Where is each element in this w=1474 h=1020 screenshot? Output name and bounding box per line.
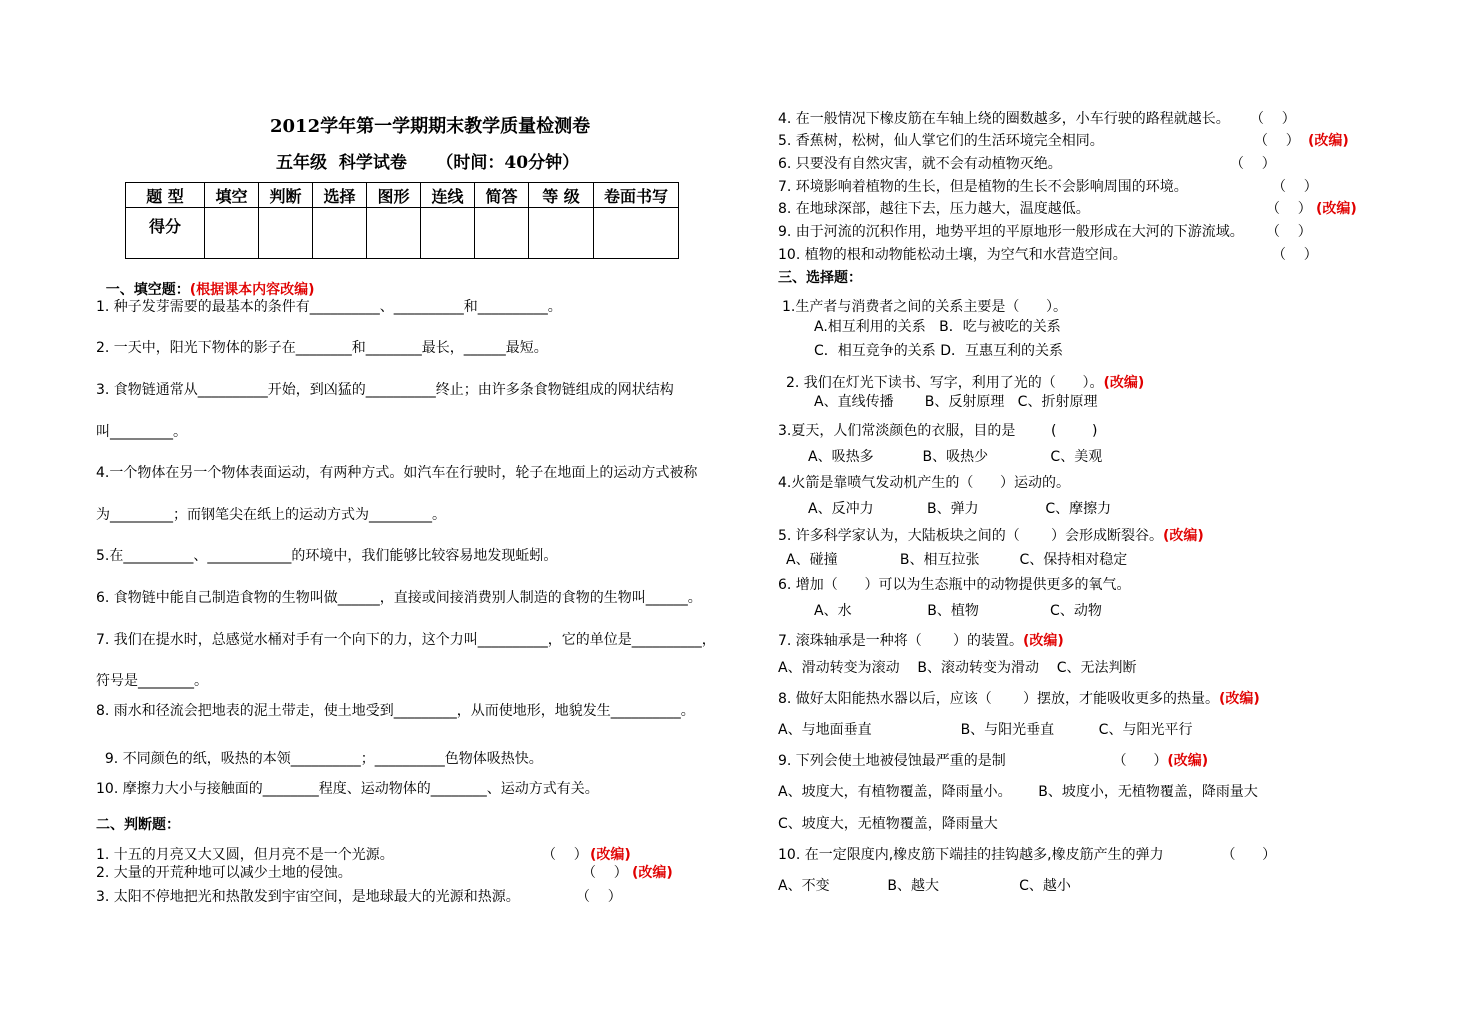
choice-question: 3.夏天，人们常淡颜色的衣服，目的是 ( )	[778, 423, 1098, 439]
judge-paren[interactable]: （ ）	[1266, 224, 1312, 240]
score-header-cell: 填空	[205, 183, 259, 208]
choice-question	[778, 690, 1260, 708]
choice-options[interactable]: A.相互利用的关系 B．吃与被吃的关系	[814, 319, 1061, 335]
score-table	[125, 182, 679, 259]
choice-options[interactable]: A、吸热多 B、吸热少 C、美观	[808, 449, 1103, 465]
choice-question-text: 8. 做好太阳能热水器以后，应该（ ）摆放，才能吸收更多的热量。	[778, 691, 1219, 707]
fill-line: 5.在__________、____________的环境中，我们能够比较容易地发现蚯蚓。	[96, 548, 558, 564]
judge-text: 5. 香蕉树，松树，仙人掌它们的生活环境完全相同。	[778, 133, 1104, 149]
score-input-cell[interactable]	[529, 208, 594, 259]
judge-paren[interactable]: （ ）	[1272, 247, 1318, 263]
fill-line: 叫_________。	[96, 424, 187, 440]
fill-line: 符号是________。	[96, 673, 208, 689]
judge-paren[interactable]: （ ）	[1266, 201, 1312, 217]
judge-paren[interactable]: （ ）	[1250, 111, 1296, 127]
judge-text: 6. 只要没有自然灾害，就不会有动植物灭绝。	[778, 156, 1062, 172]
score-header-cell: 图形	[367, 183, 421, 208]
choice-question: 4.火箭是靠喷气发动机产生的（ ）运动的。	[778, 475, 1071, 491]
section1-note: (根据课本内容改编)	[189, 282, 315, 298]
judge-paren[interactable]: （ ）	[542, 847, 588, 863]
score-header-cell: 题 型	[126, 183, 205, 208]
score-header-cell: 卷面书写	[594, 183, 679, 208]
choice-options[interactable]: A、坡度大，有植物覆盖，降雨量小。 B、坡度小，无植物覆盖，降雨量大	[778, 784, 1258, 800]
fill-line: 8. 雨水和径流会把地表的泥土带走，使土地受到_________，从而使地形，地貌发生__________。	[96, 703, 695, 719]
revised-mark: (改编)	[1162, 528, 1204, 544]
score-header-cell: 简答	[475, 183, 529, 208]
fill-line: 9. 不同颜色的纸，吸热的本领__________；__________色物体吸热快。	[96, 751, 543, 767]
section1-heading-text: 一、填空题：	[105, 282, 190, 298]
choice-question: 10. 在一定限度内,橡皮筋下端挂的挂钩越多,橡皮筋产生的弹力 （ ）	[778, 847, 1277, 863]
score-input-cell[interactable]	[421, 208, 475, 259]
choice-options[interactable]: A、碰撞 B、相互拉张 C、保持相对稳定	[786, 552, 1128, 568]
judge-paren[interactable]: （ ）	[1254, 133, 1300, 149]
choice-options[interactable]: A、滑动转变为滚动 B、滚动转变为滑动 C、无法判断	[778, 660, 1137, 676]
choice-options[interactable]: C．相互竞争的关系 D．互惠互利的关系	[814, 343, 1064, 359]
judge-text: 9. 由于河流的沉积作用，地势平坦的平原地形一般形成在大河的下游流域。	[778, 224, 1244, 240]
section3-heading: 三、选择题：	[778, 270, 862, 286]
score-input-cell[interactable]	[475, 208, 529, 259]
judge-text: 2. 大量的开荒种地可以减少土地的侵蚀。	[96, 865, 352, 881]
choice-question	[778, 752, 1208, 770]
judge-mark: (改编)	[632, 865, 673, 881]
judge-paren[interactable]: （ ）	[576, 889, 622, 905]
choice-question	[778, 632, 1064, 650]
fill-line: 7. 我们在提水时，总感觉水桶对手有一个向下的力，这个力叫__________，它的单位是__________，	[96, 632, 716, 648]
judge-text: 3. 太阳不停地把光和热散发到宇宙空间，是地球最大的光源和热源。	[96, 889, 520, 905]
judge-paren[interactable]: （ ）	[1230, 156, 1276, 172]
judge-mark: (改编)	[590, 847, 631, 863]
judge-paren[interactable]: （ ）	[1272, 179, 1318, 195]
score-input-cell[interactable]	[259, 208, 313, 259]
judge-mark: (改编)	[1316, 201, 1357, 217]
choice-options[interactable]: C、坡度大，无植物覆盖，降雨量大	[778, 816, 998, 832]
section2-heading: 二、判断题：	[96, 817, 180, 833]
fill-line: 为_________；而钢笔尖在纸上的运动方式为_________。	[96, 507, 446, 523]
exam-title: 2012学年第一学期期末教学质量检测卷	[270, 116, 591, 137]
choice-question	[778, 527, 1204, 545]
judge-paren[interactable]: （ ）	[582, 865, 628, 881]
choice-options[interactable]: A、与地面垂直 B、与阳光垂直 C、与阳光平行	[778, 722, 1193, 738]
revised-mark: (改编)	[1103, 375, 1145, 391]
fill-line: 2. 一天中，阳光下物体的影子在________和________最长，______最短。	[96, 340, 548, 356]
choice-question-text: 7. 滚珠轴承是一种将（ ）的装置。	[778, 633, 1023, 649]
score-input-cell[interactable]	[594, 208, 679, 259]
fill-line: 3. 食物链通常从__________开始，到凶猛的__________终止；由许多条食物链组成的网状结构	[96, 382, 674, 398]
choice-question-text: 9. 下列会使土地被侵蚀最严重的是制 （ ）	[778, 753, 1168, 769]
choice-options[interactable]: A、不变 B、越大 C、越小	[778, 878, 1071, 894]
score-table-header-row	[126, 183, 679, 208]
score-table-score-row	[126, 208, 679, 259]
choice-options[interactable]: A、水 B、植物 C、动物	[814, 603, 1102, 619]
exam-subtitle: 五年级 科学试卷 （时间：40分钟）	[276, 153, 580, 173]
fill-line: 1. 种子发芽需要的最基本的条件有__________、__________和__________。	[96, 299, 562, 315]
judge-text: 10. 植物的根和动物能松动土壤，为空气和水营造空间。	[778, 247, 1127, 263]
revised-mark: (改编)	[1167, 753, 1209, 769]
choice-options[interactable]: A、直线传播 B、反射原理 C、折射原理	[814, 394, 1098, 410]
choice-question: 1.生产者与消费者之间的关系主要是（ ）。	[782, 299, 1068, 315]
fill-line: 6. 食物链中能自己制造食物的生物叫做______，直接或间接消费别人制造的食物的生物叫______。	[96, 590, 702, 606]
fill-line: 10. 摩擦力大小与接触面的________程度、运动物体的________、运动方式有关。	[96, 781, 599, 797]
section1-heading	[96, 263, 315, 299]
score-header-cell: 等 级	[529, 183, 594, 208]
score-row-label: 得分	[126, 208, 205, 259]
fill-line: 4.一个物体在另一个物体表面运动，有两种方式。如汽车在行驶时，轮子在地面上的运动方式被称	[96, 465, 698, 481]
revised-mark: (改编)	[1022, 633, 1064, 649]
score-input-cell[interactable]	[313, 208, 367, 259]
score-input-cell[interactable]	[367, 208, 421, 259]
judge-mark: (改编)	[1308, 133, 1349, 149]
score-header-cell: 选择	[313, 183, 367, 208]
score-input-cell[interactable]	[205, 208, 259, 259]
choice-question-text: 2. 我们在灯光下读书、写字，利用了光的（ ）。	[786, 375, 1104, 391]
revised-mark: (改编)	[1218, 691, 1260, 707]
choice-question: 6. 增加（ ）可以为生态瓶中的动物提供更多的氧气。	[778, 577, 1131, 593]
judge-text: 1. 十五的月亮又大又圆，但月亮不是一个光源。	[96, 847, 394, 863]
score-header-cell: 判断	[259, 183, 313, 208]
choice-question	[786, 374, 1144, 392]
judge-text: 4. 在一般情况下橡皮筋在车轴上绕的圈数越多，小车行驶的路程就越长。	[778, 111, 1230, 127]
score-header-cell: 连线	[421, 183, 475, 208]
choice-options[interactable]: A、反冲力 B、弹力 C、摩擦力	[808, 501, 1112, 517]
judge-text: 8. 在地球深部，越往下去，压力越大，温度越低。	[778, 201, 1090, 217]
choice-question-text: 5. 许多科学家认为，大陆板块之间的（ ）会形成断裂谷。	[778, 528, 1163, 544]
judge-text: 7. 环境影响着植物的生长，但是植物的生长不会影响周围的环境。	[778, 179, 1188, 195]
